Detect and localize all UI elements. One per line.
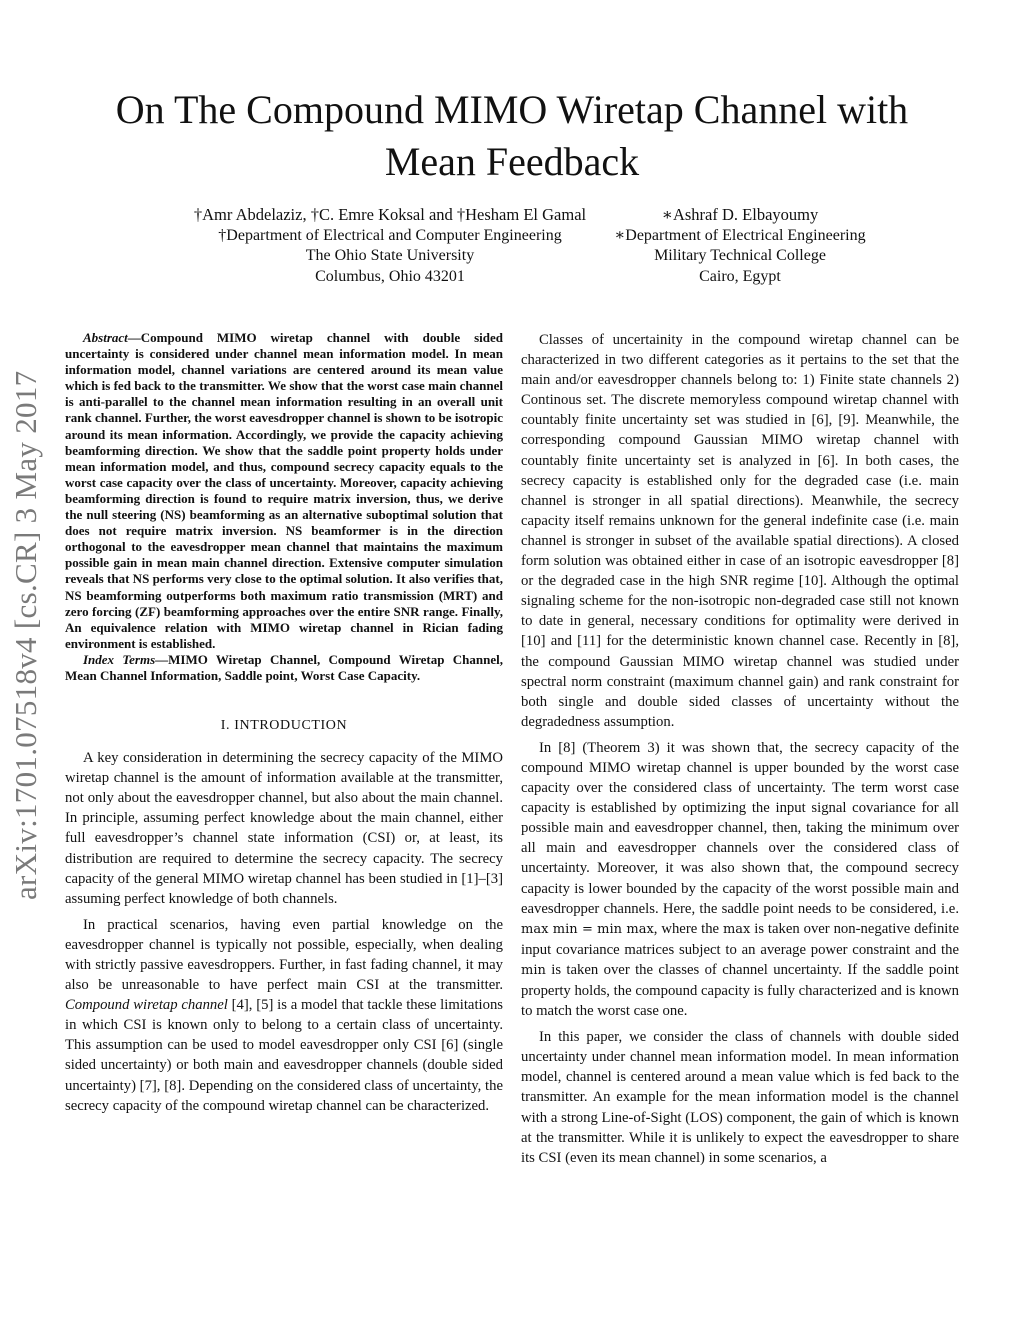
saddle-point-expression: max min = min max <box>521 921 654 937</box>
arxiv-identifier: arXiv:1701.07518v4 [cs.CR] 3 May 2017 <box>8 370 43 900</box>
author-location-left: Columbus, Ohio 43201 <box>315 267 465 285</box>
abstract-label: Abstract <box>83 330 128 345</box>
min-operator: min <box>521 962 546 978</box>
intro-paragraph-2 <box>65 915 503 1116</box>
index-terms-text: —MIMO Wiretap Channel, Compound Wiretap Channel, Mean Channel Information, Saddle point, Worst Case Capacity. <box>65 651 503 683</box>
index-terms-label: Index Terms <box>83 651 156 667</box>
intro-p2-part-b: [4], [5] is a model that tackle these limitations in which CSI is known only to belong to a certain class of uncertainty. This assumption can be used to model eavesdropper only CSI [6] (single sided uncertainty) or both main and eavesdropper channels (double sided uncertainty) [7], [8]. Depending on the considered class of uncertainty, the secrecy capacity of the compound wiretap channel can be characterized. <box>65 997 504 1114</box>
abstract-text: —Compound MIMO wiretap channel with double sided uncertainty is considered under channel mean information model. In mean information model, channel variations are centered around its mean value which is fed back to the transmitter. We show that the worst case main channel is anti-parallel to the channel mean information resulting in an overall unit rank channel. Further, the worst eavesdropper channel is shown to be isotropic around its mean information. Accordingly, we provide the capacity achieving beamforming direction. We show that the saddle point property holds under mean information model, and thus, compound secrecy capacity equals to the worst case capacity over the class of uncertainty. Moreover, capacity achieving beamforming direction is found to require matrix inversion, thus, we derive the null steering (NS) beamforming as an alternative suboptimal solution that does not require matrix inversion. NS beamformer is in the direction orthogonal to the eavesdropper mean channel that maintains the maximum possible gain in mean main channel direction. Extensive computer simulation reveals that NS performs very close to the optimal solution. It also verifies that, NS beamforming outperforms both maximum ratio transmission (MRT) and zero forcing (ZF) beamforming approaches over the entire SNR range. Finally, An equivalence relation with MIMO wiretap channel in Rician fading environment is established. <box>65 330 503 651</box>
intro-p2-part-a: In practical scenarios, having even partial knowledge on the eavesdropper channel is typically not possible, especially, when dealing with strictly passive eavesdroppers. Further, in fast fading channel, it may also be unreasonable to have perfect main CSI at the transmitter. <box>65 916 503 994</box>
abstract <box>65 330 503 652</box>
right-paragraph-2 <box>521 738 959 1021</box>
intro-p2-emphasis: Compound wiretap channel <box>65 997 228 1014</box>
author-dept-right: ∗Department of Electrical Engineering <box>614 226 866 244</box>
author-dept-left: †Department of Electrical and Computer Engineering <box>218 226 562 244</box>
title-line-2: Mean Feedback <box>384 139 640 184</box>
author-block-osu <box>120 205 660 287</box>
section-title: INTRODUCTION <box>234 718 348 734</box>
paper-title <box>70 84 954 188</box>
title-line-1: On The Compound MIMO Wiretap Channel with <box>115 87 909 132</box>
right-paragraph-1: Classes of uncertainity in the compound wiretap channel can be characterized in two different categories as it pertains to the set that the main and/or eavesdropper channels belong to: 1) Finite state channels 2) Continous set. The discrete memoryless compound wiretap channel with countably finite uncertainty set was studied in [6], [9]. Meanwhile, the corresponding compound Gaussian MIMO wiretap channel with countably finite uncertainty set is analyzed in [6]. In both cases, the secrecy capacity is established only for the degraded case (i.e. main channel is stronger in all spatial directions). Meanwhile, the secrecy capacity itself remains unknown for the general indefinite case (i.e. main channel is stronger in subset of the available spatial directions). A closed form solution was obtained either in case of an isotropic eavesdropper [8] or the degraded case in the high SNR regime [10]. Although the optimal signaling scheme for the non-isotropic non-degraded case still not known to date in general, necessary conditions for optimality were derived in [10] and [11] for the deterministic known channel case. Recently in [8], the compound Gaussian MIMO wiretap channel was studied under spectral norm constraint (maximum channel gain) and rank constraint for both single and double sided classes of uncertainty without the degradedness assumption. <box>521 332 959 730</box>
right-p2-part-a: In [8] (Theorem 3) it was shown that, the secrecy capacity of the compound MIMO wiretap channel is upper bounded by the worst case capacity over the considered class of uncertainty. The term worst case capacity is established by optimizing the input signal covariance for all possible main and eavesdropper channel, then, taking the minimum over all main and eavesdropper channels over the considered class of uncertainty. Moreover, it was also shown that, the compound secrecy capacity is lower bounded by the capacity of the worst possible main and eavesdropper channels. Here, the saddle point needs to be considered, i.e. <box>521 739 959 917</box>
max-operator: max <box>722 921 751 937</box>
index-terms <box>65 652 503 684</box>
section-heading-introduction <box>65 718 503 734</box>
author-names-left: †Amr Abdelaziz, †C. Emre Koksal and †Hesham El Gamal <box>193 205 587 224</box>
section-number: I. <box>220 718 231 734</box>
intro-paragraph-1: A key consideration in determining the secrecy capacity of the MIMO wiretap channel is the amount of information available at the transmitter, not only about the eavesdropper channel, but also about the main channel. In principle, assuming perfect knowledge about the main channel, either full eavesdropper’s channel state information (CSI) or, at least, its distribution are required to determine the secrecy capacity. The secrecy capacity of the general MIMO wiretap channel has been studied in [1]–[3] assuming perfect knowledge of both channels. <box>65 750 503 907</box>
left-column <box>65 330 503 1122</box>
author-institution-right: Military Technical College <box>654 247 826 264</box>
right-p2-part-c: is taken over non-negative definite input covariance matrices subject to an average power constraint and the <box>521 920 959 958</box>
right-p2-part-b: , where the <box>653 920 723 937</box>
right-p2-part-d: is taken over the classes of channel uncertainty. If the saddle point property holds, the compound capacity is fully characterized and is known to match the worst case one. <box>521 961 959 1020</box>
right-paragraph-3: In this paper, we consider the class of channels with double sided uncertainty under channel mean information model. In mean information model, channel is centered around a mean value which is fed back to the transmitter. An example for the mean information model is the channel with a strong Line-of-Sight (LOS) component, the gain of which is known at the transmitter. While it is unlikely to expect the eavesdropper to share its CSI (even its mean channel) in some scenarios, a <box>521 1029 959 1166</box>
author-institution-left: The Ohio State University <box>305 247 475 264</box>
author-block-mtc <box>590 205 890 287</box>
author-names-right: ∗Ashraf D. Elbayoumy <box>661 205 819 224</box>
right-column <box>521 330 959 1174</box>
author-location-right: Cairo, Egypt <box>699 267 781 285</box>
